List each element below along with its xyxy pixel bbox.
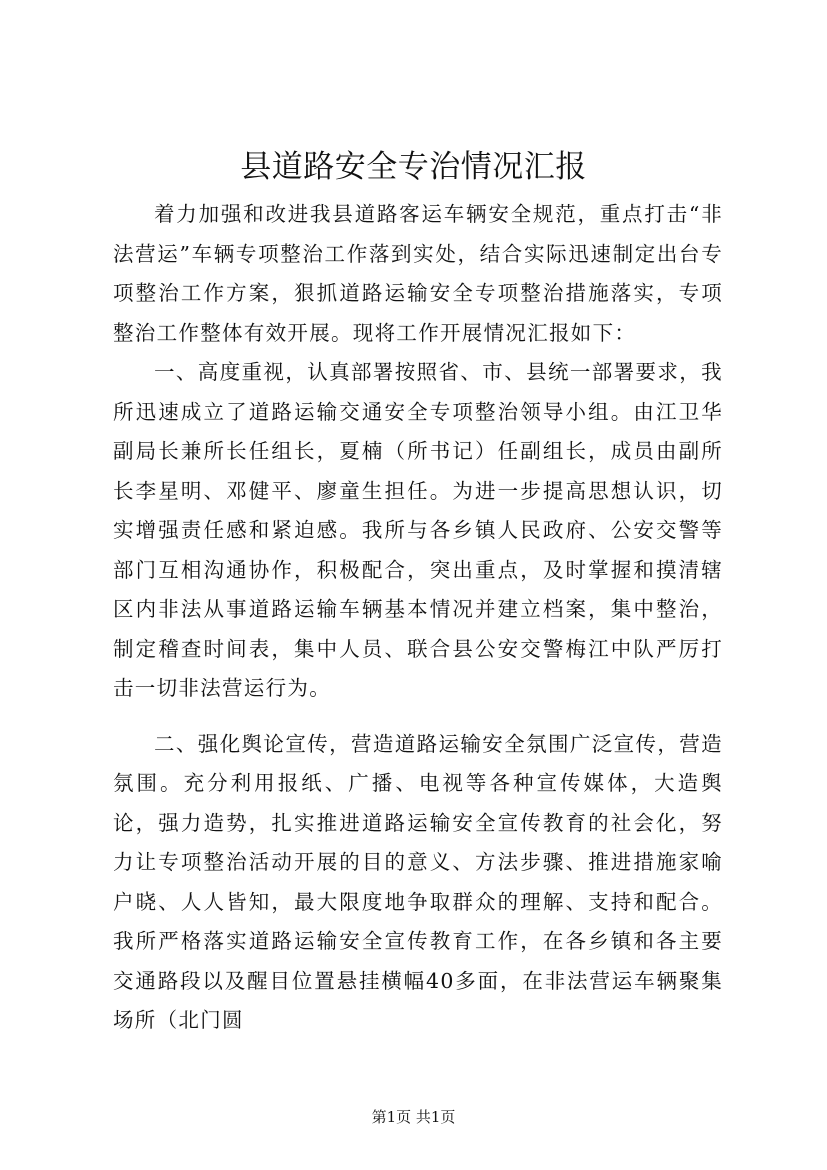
paragraph-intro: 着力加强和改进我县道路客运车辆安全规范，重点打击“非法营运”车辆专项整治工作落到实处，结合实际迅速制定出台专项整治工作方案，狠抓道路运输安全专项整治措施落实，专项整治工作整体有效开展。现将工作开展情况汇报如下：: [113, 202, 723, 345]
document-body: [113, 195, 723, 1041]
document-title: 县道路安全专治情况汇报: [240, 149, 587, 185]
paragraph-section-1: 一、高度重视，认真部署按照省、市、县统一部署要求，我所迅速成立了道路运输交通安全专项整治领导小组。由江卫华副局长兼所长任组长，夏楠（所书记）任副组长，成员由副所长李星明、邓健平、廖童生担任。为进一步提高思想认识，切实增强责任感和紧迫感。我所与各乡镇人民政府、公安交警等部门互相沟通协作，积极配合，突出重点，及时掌握和摸清辖区内非法从事道路运输车辆基本情况并建立档案，集中整治，制定稽查时间表，集中人员、联合县公安交警梅江中队严厉打击一切非法营运行为。: [113, 360, 723, 700]
paragraph-section-2: 二、强化舆论宣传，营造道路运输安全氛围广泛宣传，营造氛围。充分利用报纸、广播、电视等各种宣传媒体，大造舆论，强力造势，扎实推进道路运输安全宣传教育的社会化，努力让专项整治活动开展的目的意义、方法步骤、推进措施家喻户晓、人人皆知，最大限度地争取群众的理解、支持和配合。我所严格落实道路运输安全宣传教育工作，在各乡镇和各主要交通路段以及醒目位置悬挂横幅40多面，在非法营运车辆聚集场所（北门圆: [113, 731, 723, 1032]
page-footer: 第1页 共1页: [371, 1108, 456, 1126]
